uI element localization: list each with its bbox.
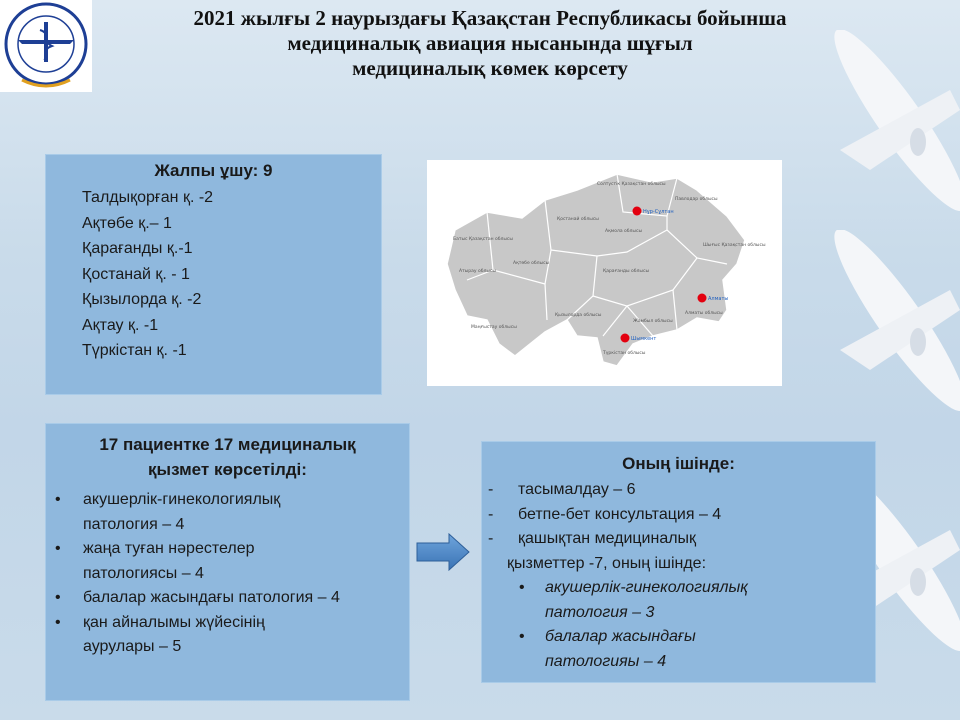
sub-item: [482, 576, 875, 601]
patient-item: [46, 537, 409, 562]
sub-item-text: акушерлік-гинекологиялық: [545, 579, 748, 596]
city-item: Ақтөбе қ.– 1: [82, 214, 172, 232]
service-item-text: қашықтан медициналық: [518, 530, 697, 547]
city-item: Қызылорда қ. -2: [82, 291, 202, 308]
kazakhstan-map: [427, 160, 782, 386]
region-label: Солтүстік Қазақстан облысы: [597, 182, 666, 187]
slide-title: [100, 6, 880, 81]
patient-item: [46, 488, 409, 513]
total-flights-heading: Жалпы ұшу: 9: [154, 161, 273, 180]
city-label: Алматы: [708, 296, 729, 302]
patient-item-continuation: [46, 562, 409, 587]
region-label: Алматы облысы: [685, 311, 723, 316]
organization-logo: [0, 0, 92, 92]
city-label: Нұр-Сұлтан: [643, 209, 674, 215]
airplane-image-middle: [790, 230, 960, 420]
sub-item-text: патология – 3: [545, 603, 655, 621]
patients-served-panel: [45, 423, 410, 701]
patient-item-continuation: [46, 635, 409, 660]
of-which-panel: [481, 441, 876, 683]
patient-item-continuation: [46, 513, 409, 538]
patients-heading-line-1: 17 пациентке 17 медициналық: [99, 435, 356, 454]
of-which-heading: Оның ішінде:: [622, 454, 735, 473]
patient-item-text: қан айналымы жүйесінің: [83, 613, 265, 631]
region-label: Ақтөбе облысы: [513, 261, 550, 266]
patient-item: [46, 611, 409, 636]
patient-item-text: балалар жасындағы патология – 4: [83, 589, 340, 606]
patient-item: [46, 586, 409, 611]
dash-marker: -: [488, 530, 494, 547]
right-arrow-icon: [416, 533, 470, 571]
total-flights-panel: [45, 154, 382, 395]
region-label: Шығыс Қазақстан облысы: [703, 243, 766, 248]
patient-item-text: жаңа туған нәрестелер: [83, 540, 255, 557]
sub-item-continuation: [482, 601, 875, 626]
bullet-icon: •: [55, 589, 61, 606]
city-item: Түркістан қ. -1: [82, 342, 187, 359]
dash-marker: -: [488, 481, 494, 498]
city-marker: [621, 334, 630, 343]
patients-heading-line-2: қызмет көрсетілді:: [148, 460, 307, 479]
service-item: [482, 527, 875, 552]
patient-item-text: акушерлік-гинекологиялық: [83, 491, 281, 508]
region-label: Батыс Қазақстан облысы: [453, 237, 513, 242]
region-label: Қарағанды облысы: [603, 269, 650, 274]
sub-item-text: патологияы – 4: [545, 652, 667, 670]
patient-item-text: аурулары – 5: [83, 638, 182, 655]
city-item: Қарағанды қ.-1: [82, 240, 193, 257]
region-label: Түркістан облысы: [603, 351, 646, 356]
airplane-image-top: [800, 30, 960, 230]
service-item-text: бетпе-бет консультация – 4: [518, 505, 722, 523]
sub-item-text: балалар жасындағы: [545, 628, 696, 645]
service-item-continuation: [482, 552, 875, 577]
patient-item-text: патологиясы – 4: [83, 564, 204, 582]
bullet-icon: •: [55, 491, 61, 508]
bullet-icon: •: [519, 628, 525, 645]
city-item: Ақтау қ. -1: [82, 316, 159, 334]
region-label: Жамбыл облысы: [633, 319, 673, 324]
title-line-2: медициналық авиация нысанында шұғыл: [287, 31, 693, 55]
service-item: [482, 503, 875, 528]
service-item-text: қызметтер -7, оның ішінде:: [507, 554, 707, 572]
region-label: Маңғыстау облысы: [471, 325, 517, 330]
city-marker: [698, 294, 707, 303]
city-item: Талдықорған қ. -2: [82, 189, 214, 206]
title-line-1: 2021 жылғы 2 наурыздағы Қазақстан Республикасы бойынша: [193, 6, 787, 30]
sub-item-continuation: [482, 650, 875, 675]
sub-item: [482, 625, 875, 650]
patients-heading: [46, 432, 409, 482]
title-line-3: медициналық көмек көрсету: [352, 56, 628, 80]
region-label: Қызылорда облысы: [555, 313, 602, 318]
service-item-text: тасымалдау – 6: [518, 481, 636, 498]
bullet-icon: •: [519, 579, 525, 596]
city-label: Шымкент: [631, 336, 657, 342]
city-item: Қостанай қ. - 1: [82, 265, 190, 283]
dash-marker: -: [488, 505, 494, 523]
region-label: Қостанай облысы: [557, 217, 599, 222]
region-label: Павлодар облысы: [675, 197, 718, 202]
patient-item-text: патология – 4: [83, 515, 185, 533]
city-marker: [633, 207, 642, 216]
service-item: [482, 478, 875, 503]
region-label: Атырау облысы: [459, 269, 496, 274]
bullet-icon: •: [55, 613, 61, 631]
bullet-icon: •: [55, 540, 61, 557]
region-label: Ақмола облысы: [605, 229, 642, 234]
